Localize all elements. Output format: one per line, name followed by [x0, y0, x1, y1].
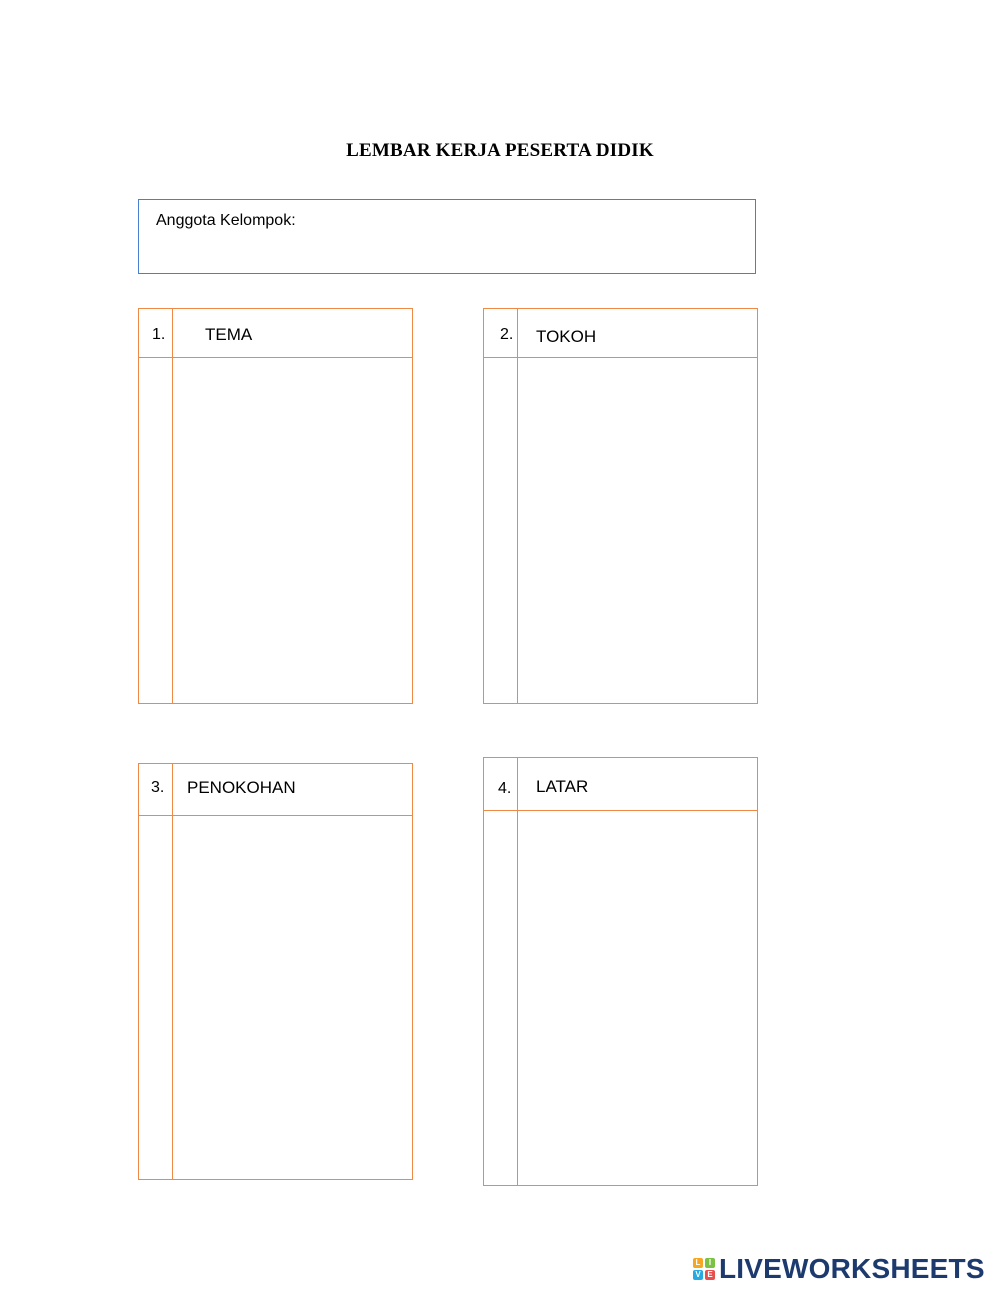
card-divider-horizontal [484, 810, 757, 811]
card-tokoh [483, 308, 758, 704]
logo-squares-icon: L I V E [693, 1258, 715, 1280]
card-tema [138, 308, 413, 704]
card-divider-horizontal [139, 357, 412, 358]
answer-area-tokoh[interactable] [518, 359, 757, 703]
group-members-box[interactable] [138, 199, 756, 274]
group-members-label: Anggota Kelompok: [156, 212, 296, 229]
card-latar [483, 757, 758, 1186]
card-divider-horizontal [484, 357, 757, 358]
card-label: PENOKOHAN [187, 778, 296, 797]
answer-area-latar[interactable] [518, 812, 757, 1185]
logo-text: LIVEWORKSHEETS [719, 1253, 985, 1284]
card-label: TOKOH [536, 327, 597, 346]
worksheet-title: LEMBAR KERJA PESERTA DIDIK [346, 140, 654, 161]
liveworksheets-logo [693, 1254, 985, 1284]
answer-area-tema[interactable] [173, 359, 412, 703]
card-number: 1. [152, 326, 166, 343]
answer-area-penokohan[interactable] [173, 817, 412, 1179]
card-divider-horizontal [139, 815, 412, 816]
card-label: TEMA [205, 325, 253, 344]
card-number: 4. [498, 780, 512, 797]
card-number: 2. [500, 326, 514, 343]
card-number: 3. [151, 779, 165, 796]
card-penokohan [138, 763, 413, 1180]
card-label: LATAR [536, 777, 589, 796]
